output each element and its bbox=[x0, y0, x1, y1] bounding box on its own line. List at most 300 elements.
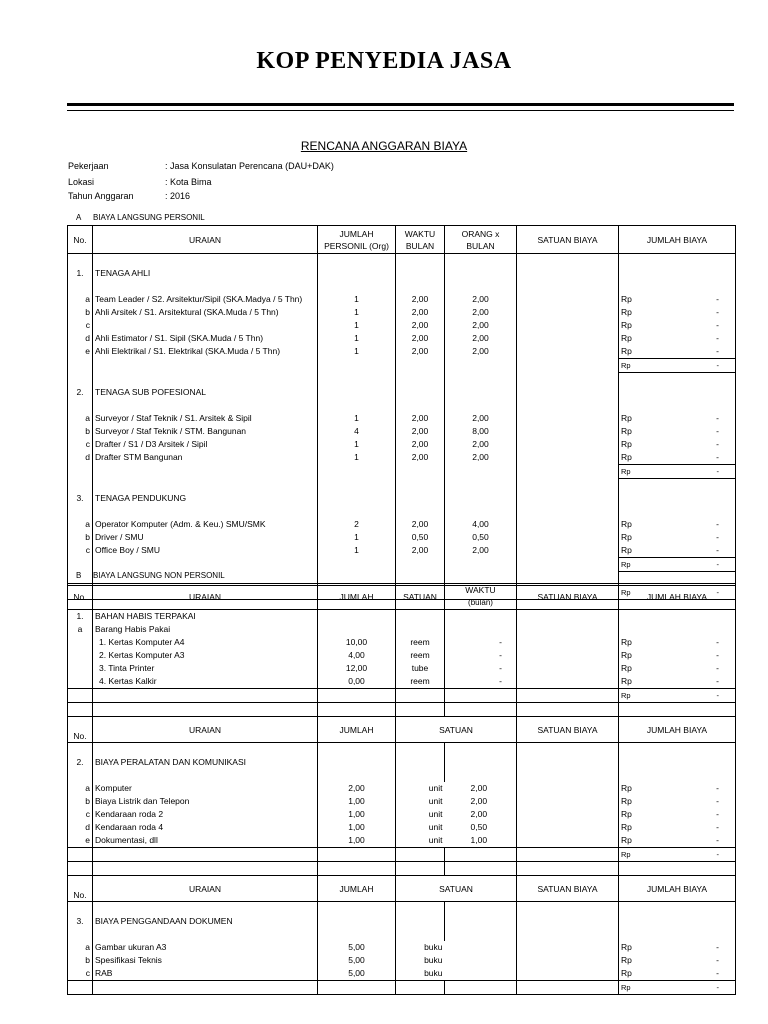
table-section-b bbox=[67, 583, 736, 995]
item-satuan-biaya bbox=[517, 293, 619, 306]
table-row bbox=[68, 954, 736, 967]
table-row bbox=[68, 967, 736, 981]
spacer-cell bbox=[318, 902, 396, 916]
item-orang-bulan: 2,00 bbox=[445, 319, 517, 332]
item-unit: unit bbox=[396, 821, 445, 834]
spacer-cell bbox=[93, 479, 318, 493]
amount-value: - bbox=[716, 532, 719, 542]
table-cell bbox=[396, 465, 445, 479]
spacer-cell bbox=[445, 743, 517, 757]
spacer-cell bbox=[445, 505, 517, 518]
col-header-jumlah: JUMLAH PERSONIL (Org) bbox=[318, 226, 396, 254]
table-cell bbox=[396, 386, 445, 399]
table-cell bbox=[619, 756, 736, 769]
item-waktu: 2,00 bbox=[396, 345, 445, 359]
table-row bbox=[68, 941, 736, 954]
spacer-cell bbox=[93, 902, 318, 916]
jumlah-biaya-cell bbox=[619, 782, 736, 795]
subtotal-row bbox=[68, 981, 736, 995]
amount-value: - bbox=[716, 519, 719, 529]
item-letter: c bbox=[68, 544, 93, 558]
item-satuan-biaya bbox=[517, 808, 619, 821]
currency-label: Rp bbox=[621, 560, 631, 569]
table-cell bbox=[445, 267, 517, 280]
item-satuan-biaya bbox=[517, 544, 619, 558]
spacer-cell bbox=[318, 479, 396, 493]
currency-label: Rp bbox=[621, 467, 631, 476]
kop-title: KOP PENYEDIA JASA bbox=[256, 48, 512, 74]
section-b-title: BIAYA LANGSUNG NON PERSONIL bbox=[93, 571, 225, 580]
table-cell bbox=[619, 386, 736, 399]
subtotal-row bbox=[68, 558, 736, 572]
item-unit: unit bbox=[396, 834, 445, 848]
table-cell bbox=[318, 267, 396, 280]
currency-label: Rp bbox=[621, 835, 632, 845]
col-header-uraian: URAIAN bbox=[93, 584, 318, 610]
amount-value: - bbox=[716, 439, 719, 449]
item-satuan-biaya bbox=[517, 954, 619, 967]
item-name: Driver / SMU bbox=[93, 531, 318, 544]
item-orang-bulan: 2,00 bbox=[445, 306, 517, 319]
item-orang-bulan: 0,50 bbox=[445, 531, 517, 544]
amount-value: - bbox=[716, 955, 719, 965]
group-title: BIAYA PERALATAN DAN KOMUNIKASI bbox=[93, 756, 318, 769]
spacer-cell bbox=[318, 373, 396, 387]
spacer-cell bbox=[68, 902, 93, 916]
spacer-cell bbox=[318, 280, 396, 293]
item-name: RAB bbox=[93, 967, 318, 981]
item-letter: d bbox=[68, 332, 93, 345]
item-waktu: 2,00 bbox=[396, 518, 445, 531]
item-waktu: 0,50 bbox=[396, 531, 445, 544]
jumlah-biaya-cell bbox=[619, 518, 736, 531]
item-unit: unit bbox=[396, 808, 445, 821]
amount-value: - bbox=[716, 809, 719, 819]
spacer-cell bbox=[396, 703, 445, 717]
item-qty: 1,00 bbox=[318, 834, 396, 848]
spacer-row bbox=[68, 479, 736, 493]
jumlah-biaya-cell bbox=[619, 848, 736, 862]
group-title: TENAGA PENDUKUNG bbox=[93, 492, 318, 505]
table-cell bbox=[68, 465, 93, 479]
item-orang-bulan: 2,00 bbox=[445, 293, 517, 306]
item-qty: 1 bbox=[318, 306, 396, 319]
item-qty: 1,00 bbox=[318, 795, 396, 808]
spacer-row bbox=[68, 743, 736, 757]
group-title-row bbox=[68, 492, 736, 505]
subtotal-row bbox=[68, 689, 736, 703]
item-satuan-biaya bbox=[517, 834, 619, 848]
spacer-cell bbox=[396, 928, 445, 941]
table-cell bbox=[68, 981, 93, 995]
currency-label: Rp bbox=[621, 691, 631, 700]
spacer-cell bbox=[445, 703, 517, 717]
currency-label: Rp bbox=[621, 361, 631, 370]
currency-label: Rp bbox=[621, 545, 632, 555]
table-cell bbox=[517, 981, 619, 995]
amount-value: - bbox=[716, 333, 719, 343]
amount-value: - bbox=[716, 588, 719, 597]
spacer-cell bbox=[445, 769, 517, 782]
col-header-jumlah: JUMLAH bbox=[318, 717, 396, 743]
item-satuan-biaya bbox=[517, 782, 619, 795]
amount-value: - bbox=[716, 452, 719, 462]
subtotal-row bbox=[68, 848, 736, 862]
currency-label: Rp bbox=[621, 637, 632, 647]
item-name: Surveyor / Staf Teknik / S1. Arsitek & Sipil bbox=[93, 412, 318, 425]
table-cell bbox=[93, 465, 318, 479]
item-qty: 5,00 bbox=[318, 954, 396, 967]
spacer-cell bbox=[318, 928, 396, 941]
amount-value: - bbox=[716, 650, 719, 660]
group-title: BIAYA PENGGANDAAN DOKUMEN bbox=[93, 915, 318, 928]
spacer-cell bbox=[619, 280, 736, 293]
col-header-jumlah-biaya: JUMLAH BIAYA bbox=[619, 876, 736, 902]
amount-value: - bbox=[716, 968, 719, 978]
item-satuan-biaya bbox=[517, 451, 619, 465]
spacer-cell bbox=[517, 505, 619, 518]
currency-label: Rp bbox=[621, 796, 632, 806]
spacer-cell bbox=[619, 703, 736, 717]
currency-label: Rp bbox=[621, 346, 632, 356]
item-orang-bulan: 2,00 bbox=[445, 332, 517, 345]
table-cell bbox=[396, 267, 445, 280]
currency-label: Rp bbox=[621, 942, 632, 952]
spacer-cell bbox=[93, 280, 318, 293]
spacer-cell bbox=[318, 769, 396, 782]
spacer-cell bbox=[445, 254, 517, 268]
item-name bbox=[93, 319, 318, 332]
jumlah-biaya-cell bbox=[619, 359, 736, 373]
item-unit: tube bbox=[396, 662, 445, 675]
table-cell bbox=[93, 848, 318, 862]
spacer-row bbox=[68, 373, 736, 387]
table-cell bbox=[396, 623, 445, 636]
currency-label: Rp bbox=[621, 650, 632, 660]
item-satuan-biaya bbox=[517, 967, 619, 981]
group-title-row bbox=[68, 610, 736, 624]
currency-label: Rp bbox=[621, 294, 632, 304]
spacer-cell bbox=[396, 505, 445, 518]
spacer-cell bbox=[68, 280, 93, 293]
currency-label: Rp bbox=[621, 809, 632, 819]
currency-label: Rp bbox=[621, 983, 631, 992]
spacer-cell bbox=[93, 254, 318, 268]
spacer-cell bbox=[396, 254, 445, 268]
spacer-row bbox=[68, 928, 736, 941]
item-name: Drafter STM Bangunan bbox=[93, 451, 318, 465]
item-qty: 0,00 bbox=[318, 675, 396, 689]
col-header-jumlah-biaya: JUMLAH BIAYA bbox=[619, 717, 736, 743]
group-number: 3. bbox=[68, 492, 93, 505]
currency-label: Rp bbox=[621, 955, 632, 965]
amount-value: - bbox=[716, 822, 719, 832]
item-letter: a bbox=[68, 412, 93, 425]
table-cell bbox=[445, 558, 517, 572]
table-cell bbox=[445, 689, 517, 703]
currency-label: Rp bbox=[621, 783, 632, 793]
item-letter: a bbox=[68, 518, 93, 531]
currency-label: Rp bbox=[621, 663, 632, 673]
spacer-cell bbox=[619, 862, 736, 876]
table-cell bbox=[318, 981, 396, 995]
item-qty: 4 bbox=[318, 425, 396, 438]
spacer-cell bbox=[68, 479, 93, 493]
item-qty: 1,00 bbox=[318, 808, 396, 821]
table-cell bbox=[517, 558, 619, 572]
currency-label: Rp bbox=[621, 822, 632, 832]
spacer-cell bbox=[517, 280, 619, 293]
spacer-cell bbox=[517, 703, 619, 717]
spacer-cell bbox=[396, 479, 445, 493]
table-cell bbox=[445, 915, 517, 928]
spacer-cell bbox=[396, 399, 445, 412]
item-satuan-biaya bbox=[517, 306, 619, 319]
table-row bbox=[68, 438, 736, 451]
item-qty: 12,00 bbox=[318, 662, 396, 675]
subgroup-title: Barang Habis Pakai bbox=[93, 623, 318, 636]
subtotal-row bbox=[68, 465, 736, 479]
amount-value: - bbox=[716, 467, 719, 476]
item-satuan-biaya bbox=[517, 636, 619, 649]
table-cell bbox=[445, 623, 517, 636]
spacer-cell bbox=[396, 902, 445, 916]
item-letter: e bbox=[68, 834, 93, 848]
item-name: Surveyor / Staf Teknik / STM. Bangunan bbox=[93, 425, 318, 438]
table-cell bbox=[318, 610, 396, 624]
item-unit: unit bbox=[396, 795, 445, 808]
spacer-cell bbox=[619, 479, 736, 493]
col-header-no: No. bbox=[68, 876, 93, 902]
table-cell bbox=[396, 558, 445, 572]
item-name: Drafter / S1 / D3 Arsitek / Sipil bbox=[93, 438, 318, 451]
table-cell bbox=[396, 359, 445, 373]
table-cell bbox=[318, 848, 396, 862]
table-cell bbox=[619, 610, 736, 624]
col-header-jumlah-biaya: JUMLAH BIAYA bbox=[619, 226, 736, 254]
table-cell bbox=[68, 359, 93, 373]
col-header-jumlah: JUMLAH bbox=[318, 876, 396, 902]
item-orang-bulan: 2,00 bbox=[445, 544, 517, 558]
spacer-cell bbox=[619, 505, 736, 518]
item-qty: 2 bbox=[318, 518, 396, 531]
table-cell bbox=[445, 981, 517, 995]
spacer-cell bbox=[517, 373, 619, 387]
col-header-orang-bulan: ORANG x BULAN bbox=[445, 226, 517, 254]
amount-value: - bbox=[716, 294, 719, 304]
currency-label: Rp bbox=[621, 320, 632, 330]
section-a-title: BIAYA LANGSUNG PERSONIL bbox=[93, 213, 205, 222]
item-qty: 1 bbox=[318, 451, 396, 465]
table-cell bbox=[445, 359, 517, 373]
amount-value: - bbox=[716, 850, 719, 859]
spacer-cell bbox=[93, 703, 318, 717]
amount-value: - bbox=[716, 637, 719, 647]
spacer-cell bbox=[517, 902, 619, 916]
spacer-row bbox=[68, 703, 736, 717]
amount-value: - bbox=[716, 783, 719, 793]
spacer-cell bbox=[619, 769, 736, 782]
table-row bbox=[68, 649, 736, 662]
amount-value: - bbox=[716, 307, 719, 317]
currency-label: Rp bbox=[621, 588, 631, 597]
table-row bbox=[68, 662, 736, 675]
amount-value: - bbox=[716, 691, 719, 700]
item-letter: c bbox=[68, 438, 93, 451]
header-rule-thick bbox=[67, 103, 734, 106]
table-cell bbox=[318, 465, 396, 479]
table-cell bbox=[396, 981, 445, 995]
spacer-cell bbox=[93, 373, 318, 387]
item-qty: 1 bbox=[318, 438, 396, 451]
currency-label: Rp bbox=[621, 452, 632, 462]
info-value: : 2016 bbox=[165, 191, 191, 201]
table-cell bbox=[68, 675, 93, 689]
subgroup-title-row bbox=[68, 623, 736, 636]
amount-value: - bbox=[716, 346, 719, 356]
spacer-cell bbox=[93, 399, 318, 412]
amount-value: - bbox=[716, 835, 719, 845]
jumlah-biaya-cell bbox=[619, 345, 736, 359]
jumlah-biaya-cell bbox=[619, 795, 736, 808]
item-name: Dokumentasi, dll bbox=[93, 834, 318, 848]
spacer-cell bbox=[445, 928, 517, 941]
spacer-cell bbox=[517, 399, 619, 412]
item-orang-bulan: 2,00 bbox=[445, 345, 517, 359]
item-satuan-biaya bbox=[517, 332, 619, 345]
item-qty: 1 bbox=[318, 345, 396, 359]
jumlah-biaya-cell bbox=[619, 319, 736, 332]
item-waktu: - bbox=[445, 636, 517, 649]
table-row bbox=[68, 332, 736, 345]
col-header-satuan-biaya: SATUAN BIAYA bbox=[517, 226, 619, 254]
item-waktu: 2,00 bbox=[396, 412, 445, 425]
group-number: 3. bbox=[68, 915, 93, 928]
jumlah-biaya-cell bbox=[619, 636, 736, 649]
section-b-letter: B bbox=[76, 571, 82, 580]
item-waktu bbox=[445, 941, 517, 954]
subtotal-row bbox=[68, 359, 736, 373]
spacer-cell bbox=[517, 928, 619, 941]
table-cell bbox=[517, 756, 619, 769]
spacer-cell bbox=[619, 373, 736, 387]
currency-label: Rp bbox=[621, 307, 632, 317]
item-unit: buku bbox=[396, 941, 445, 954]
group-number: 1. bbox=[68, 267, 93, 280]
item-letter: a bbox=[68, 782, 93, 795]
item-waktu: 2,00 bbox=[445, 795, 517, 808]
table-cell bbox=[396, 756, 445, 769]
item-orang-bulan: 2,00 bbox=[445, 412, 517, 425]
spacer-cell bbox=[396, 743, 445, 757]
col-header-no: No. bbox=[68, 584, 93, 610]
item-waktu: 2,00 bbox=[445, 782, 517, 795]
col-header-waktu: WAKTU (bulan) bbox=[445, 584, 517, 610]
table-cell bbox=[517, 610, 619, 624]
item-letter: a bbox=[68, 293, 93, 306]
amount-value: - bbox=[716, 545, 719, 555]
table-row bbox=[68, 293, 736, 306]
item-unit: reem bbox=[396, 636, 445, 649]
table-cell bbox=[93, 359, 318, 373]
table-cell bbox=[68, 662, 93, 675]
info-label: Lokasi bbox=[68, 177, 95, 187]
table-cell bbox=[318, 359, 396, 373]
spacer-cell bbox=[445, 399, 517, 412]
item-waktu bbox=[445, 954, 517, 967]
spacer-row bbox=[68, 862, 736, 876]
jumlah-biaya-cell bbox=[619, 649, 736, 662]
item-name: Kendaraan roda 2 bbox=[93, 808, 318, 821]
table-cell bbox=[396, 689, 445, 703]
item-letter: b bbox=[68, 425, 93, 438]
table-cell bbox=[68, 848, 93, 862]
table-header-row bbox=[68, 876, 736, 902]
item-waktu: - bbox=[445, 675, 517, 689]
item-satuan-biaya bbox=[517, 438, 619, 451]
jumlah-biaya-cell bbox=[619, 558, 736, 572]
page-title: RENCANA ANGGARAN BIAYA bbox=[300, 139, 468, 153]
item-qty: 1,00 bbox=[318, 821, 396, 834]
spacer-cell bbox=[445, 902, 517, 916]
item-name: Office Boy / SMU bbox=[93, 544, 318, 558]
spacer-cell bbox=[68, 928, 93, 941]
col-header-satuan: SATUAN bbox=[396, 717, 517, 743]
spacer-cell bbox=[318, 743, 396, 757]
spacer-row bbox=[68, 254, 736, 268]
currency-label: Rp bbox=[621, 968, 632, 978]
col-header-jumlah-biaya: JUMLAH BIAYA bbox=[619, 584, 736, 610]
jumlah-biaya-cell bbox=[619, 689, 736, 703]
table-cell bbox=[318, 623, 396, 636]
table-cell bbox=[517, 359, 619, 373]
item-waktu: 2,00 bbox=[396, 438, 445, 451]
group-title-row bbox=[68, 386, 736, 399]
item-satuan-biaya bbox=[517, 795, 619, 808]
item-waktu: 2,00 bbox=[396, 544, 445, 558]
spacer-cell bbox=[619, 928, 736, 941]
item-name: Komputer bbox=[93, 782, 318, 795]
item-qty: 1 bbox=[318, 293, 396, 306]
table-row bbox=[68, 782, 736, 795]
amount-value: - bbox=[716, 426, 719, 436]
item-satuan-biaya bbox=[517, 412, 619, 425]
amount-value: - bbox=[716, 983, 719, 992]
table-cell bbox=[68, 558, 93, 572]
table-cell bbox=[396, 610, 445, 624]
jumlah-biaya-cell bbox=[619, 544, 736, 558]
spacer-cell bbox=[619, 743, 736, 757]
currency-label: Rp bbox=[621, 439, 632, 449]
spacer-cell bbox=[517, 862, 619, 876]
jumlah-biaya-cell bbox=[619, 412, 736, 425]
jumlah-biaya-cell bbox=[619, 834, 736, 848]
table-cell bbox=[318, 386, 396, 399]
item-qty: 10,00 bbox=[318, 636, 396, 649]
item-waktu: - bbox=[445, 649, 517, 662]
table-cell bbox=[318, 689, 396, 703]
item-waktu: 0,50 bbox=[445, 821, 517, 834]
col-header-uraian: URAIAN bbox=[93, 876, 318, 902]
table-cell bbox=[445, 386, 517, 399]
spacer-row bbox=[68, 769, 736, 782]
table-cell bbox=[445, 492, 517, 505]
table-row bbox=[68, 518, 736, 531]
item-satuan-biaya bbox=[517, 649, 619, 662]
col-header-satuan-biaya: SATUAN BIAYA bbox=[517, 584, 619, 610]
item-letter: a bbox=[68, 623, 93, 636]
group-title-row bbox=[68, 915, 736, 928]
